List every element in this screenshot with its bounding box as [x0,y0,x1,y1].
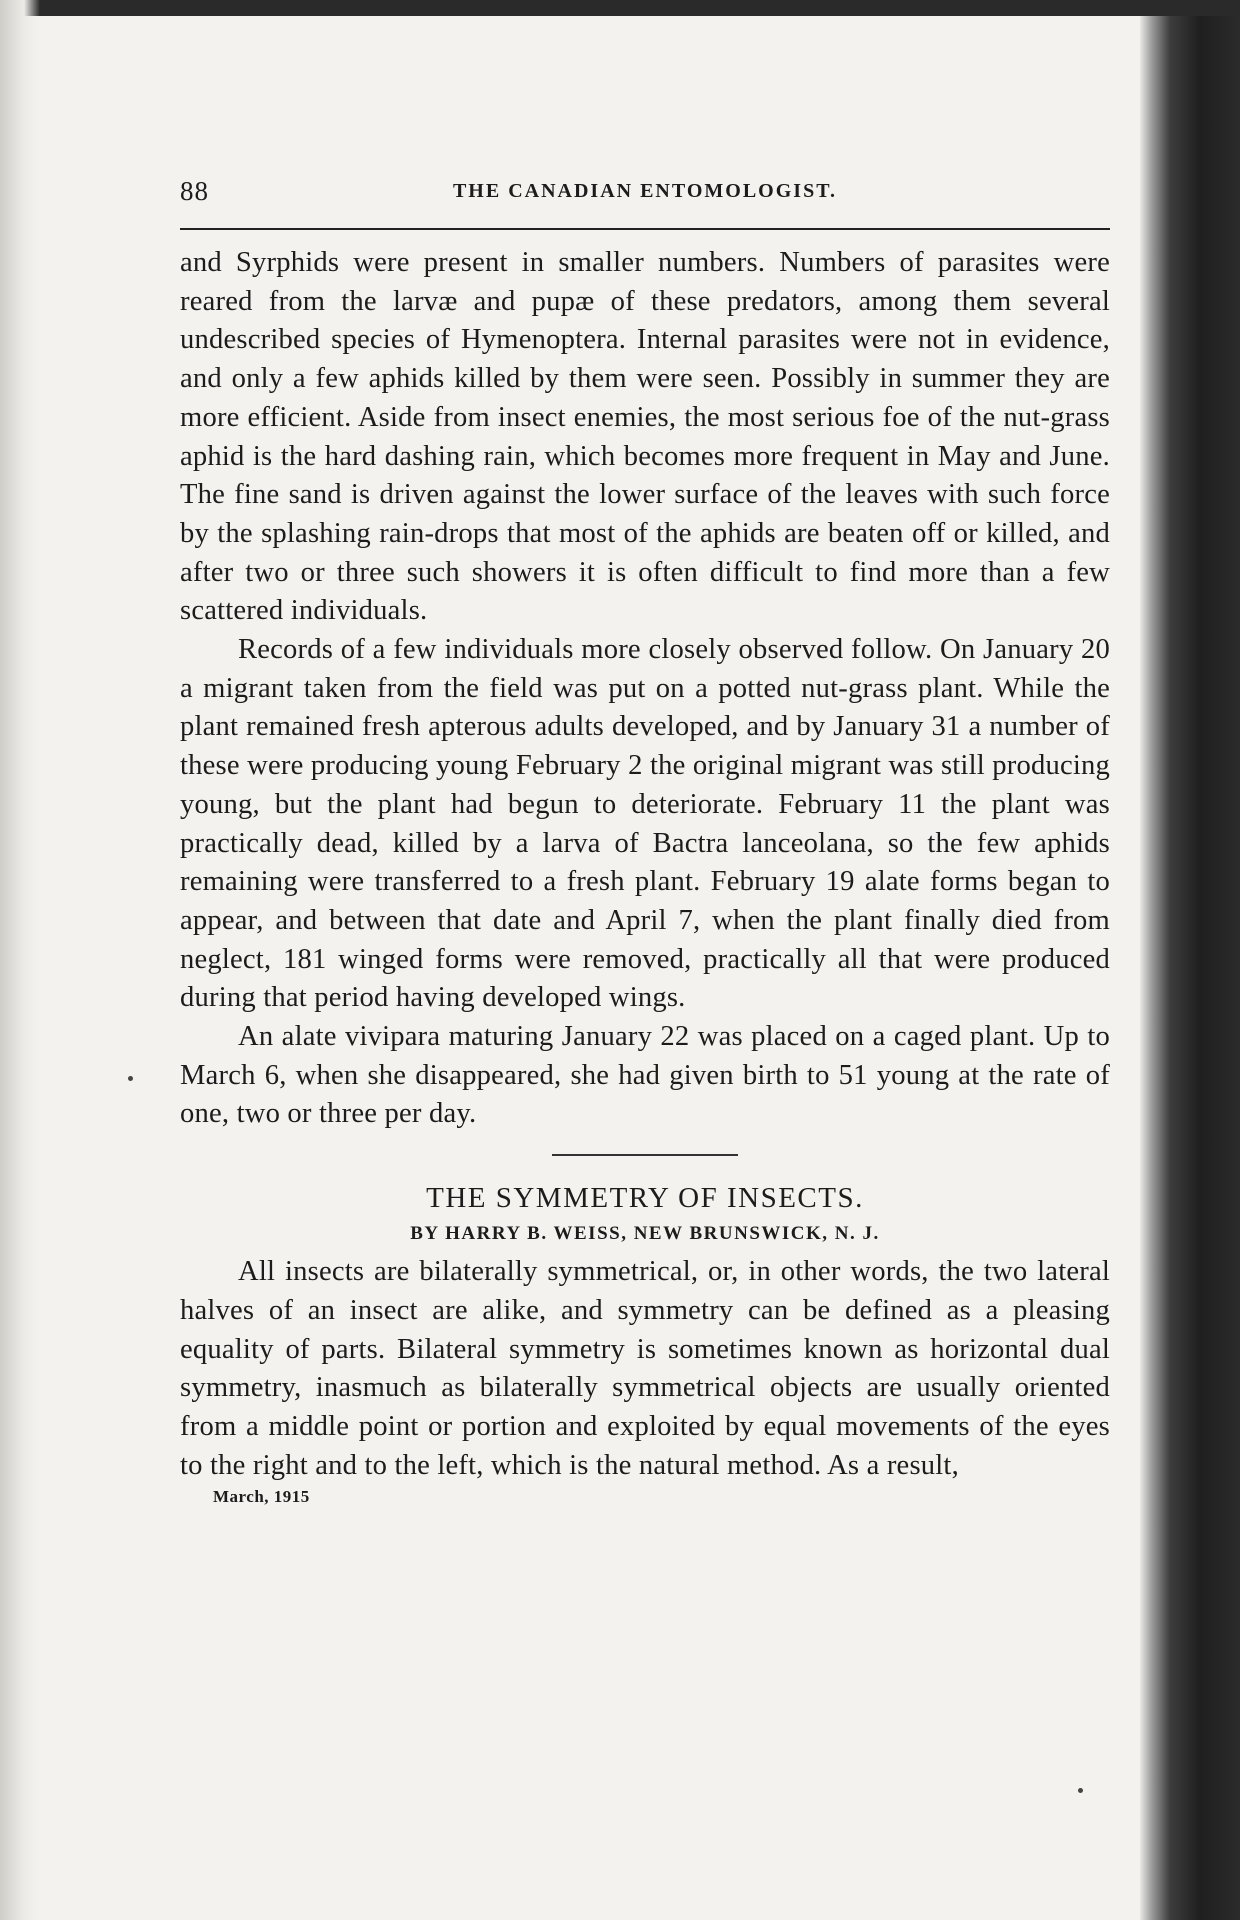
body-paragraph-3: An alate vivipara maturing January 22 was placed on a caged plant. Up to March 6, when she disappeared, she had given birth to 51 young at the rate of one, two or three per day. [180,1021,1110,1130]
running-head [180,170,1110,226]
body-paragraph-1: and Syrphids were present in smaller numbers. Numbers of parasites were reared from the larvæ and pupæ of these predators, among them several undescribed species of Hymenoptera. Internal parasites were not in evidence, and only a few aphids killed by them were seen. Possibly in summer they are more efficient. Aside from insect enemies, the most serious foe of the nut-grass aphid is the hard dashing rain, which becomes more frequent in May and June. The fine sand is driven against the lower surface of the leaves with such force by the splashing rain-drops that most of the aphids are beaten off or killed, and after two or three such showers it is often difficult to find more than a few scattered individuals. [180,247,1110,627]
body-paragraph-2: Records of a few individuals more closely observed follow. On January 20 a migrant taken from the field was put on a potted nut-grass plant. While the plant remained fresh apterous adults developed, and by January 31 a number of these were producing young February 2 the original migrant was still producing young, but the plant had begun to deteriorate. February 11 the plant was practically dead, killed by a larva of Bactra lanceolana, so the few aphids remaining were transferred to a fresh plant. February 19 alate forms began to appear, and between that date and April 7, when the plant finally died from neglect, 181 winged forms were removed, practically all that were produced during that period having developed wings. [180,634,1110,1014]
scan-left-shadow [0,0,40,1920]
header-rule [180,228,1110,230]
page-number: 88 [180,176,209,206]
article-byline: BY HARRY B. WEISS, NEW BRUNSWICK, N. J. [410,1223,880,1245]
speck [128,1076,133,1081]
article-title: THE SYMMETRY OF INSECTS. [426,1182,864,1215]
section-separator [552,1154,738,1156]
journal-title: THE CANADIAN ENTOMOLOGIST. [452,180,838,202]
printed-page [180,170,1110,1507]
issue-date: March, 1915 [213,1487,310,1507]
speck [1078,1788,1083,1793]
article-paragraph: All insects are bilaterally symmetrical, or, in other words, the two lateral halves of an insect are alike, and symmetry can be defined as a pleasing equality of parts. Bilateral symmetry is sometimes known as horizontal dual symmetry, inasmuch as bilaterally symmetrical objects are usually oriented from a middle point or portion and exploited by equal movements of the eyes to the right and to the left, which is the natural method. As a result, [180,1256,1110,1481]
book-spine-edge [1140,16,1240,1920]
scan-top-border [0,0,1240,16]
